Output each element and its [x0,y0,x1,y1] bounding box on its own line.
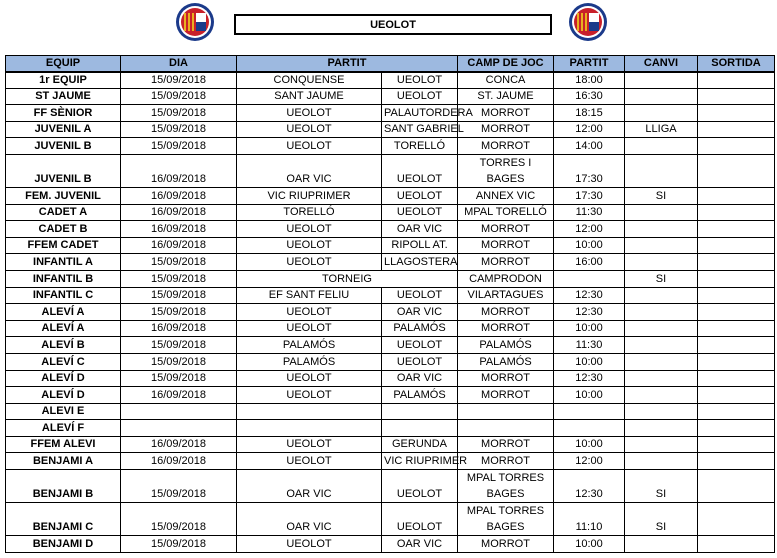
home-team-cell: OAR VIC [237,154,382,187]
exit-cell [698,470,775,503]
time-cell: 11:10 [554,503,625,536]
home-team-cell: UEOLOT [237,138,382,155]
home-team-cell: VIC RIUPRIMER [237,187,382,204]
table-row [6,204,775,221]
exit-cell [698,237,775,254]
field-cell: MORROT [458,304,554,321]
change-cell [625,138,698,155]
header-row [6,56,775,72]
change-cell [625,72,698,89]
home-team-cell: UEOLOT [237,536,382,553]
time-cell: 12:00 [554,221,625,238]
header-time: PARTIT [554,56,625,72]
date-cell: 15/09/2018 [121,121,237,138]
exit-cell [698,154,775,187]
field-cell: MORROT [458,105,554,122]
team-cell: FF SÈNIOR [6,105,121,122]
date-cell: 15/09/2018 [121,88,237,105]
time-cell [554,420,625,437]
away-team-cell: VIC RIUPRIMER [382,453,458,470]
time-cell: 12:30 [554,470,625,503]
away-team-cell [382,420,458,437]
table-row [6,270,775,287]
time-cell: 16:00 [554,254,625,271]
exit-cell [698,254,775,271]
date-cell: 15/09/2018 [121,304,237,321]
away-team-cell: LLAGOSTERA [382,254,458,271]
date-cell: 15/09/2018 [121,536,237,553]
home-team-cell: UEOLOT [237,221,382,238]
page-title: UEOLOT [234,14,552,35]
time-cell: 17:30 [554,154,625,187]
field-cell: VILARTAGUES [458,287,554,304]
change-cell: LLIGA [625,121,698,138]
team-cell: BENJAMI A [6,453,121,470]
exit-cell [698,536,775,553]
time-cell: 10:00 [554,353,625,370]
exit-cell [698,503,775,536]
team-cell: ALEVÍ A [6,304,121,321]
home-team-cell [237,403,382,420]
time-cell: 12:00 [554,453,625,470]
date-cell: 15/09/2018 [121,287,237,304]
change-cell [625,304,698,321]
home-team-cell: PALAMÓS [237,337,382,354]
field-cell: CONCA [458,72,554,89]
time-cell [554,403,625,420]
exit-cell [698,121,775,138]
table-row [6,287,775,304]
field-cell: MORROT [458,121,554,138]
time-cell: 10:00 [554,536,625,553]
team-cell: JUVENIL B [6,138,121,155]
header-change: CANVI [625,56,698,72]
field-cell [458,420,554,437]
away-team-cell: UEOLOT [382,470,458,503]
team-cell: ALEVÍ A [6,320,121,337]
change-cell [625,154,698,187]
team-cell: ALEVÍ C [6,353,121,370]
change-cell [625,88,698,105]
away-team-cell: OAR VIC [382,304,458,321]
time-cell: 18:00 [554,72,625,89]
date-cell: 15/09/2018 [121,370,237,387]
change-cell [625,320,698,337]
change-cell [625,353,698,370]
exit-cell [698,353,775,370]
field-cell: MORROT [458,370,554,387]
field-cell: PALAMÓS [458,337,554,354]
exit-cell [698,320,775,337]
field-cell: MPAL TORRES BAGES [458,503,554,536]
home-team-cell: UEOLOT [237,121,382,138]
away-team-cell: TORELLÓ [382,138,458,155]
team-cell: CADET A [6,204,121,221]
home-team-cell: UEOLOT [237,254,382,271]
exit-cell [698,204,775,221]
table-row [6,470,775,503]
team-cell: FFEM ALEVI [6,436,121,453]
table-row [6,453,775,470]
home-team-cell: CONQUENSE [237,72,382,89]
exit-cell [698,72,775,89]
home-team-cell: OAR VIC [237,503,382,536]
table-row [6,353,775,370]
change-cell [625,105,698,122]
exit-cell [698,105,775,122]
home-team-cell: EF SANT FELIU [237,287,382,304]
change-cell [625,536,698,553]
exit-cell [698,221,775,238]
table-row [6,436,775,453]
change-cell [625,403,698,420]
home-team-cell [237,420,382,437]
team-cell: BENJAMI D [6,536,121,553]
team-cell: ALEVÍ F [6,420,121,437]
field-cell: MPAL TORELLÓ [458,204,554,221]
club-logo-left [172,2,218,42]
home-team-cell: UEOLOT [237,453,382,470]
field-cell: MORROT [458,254,554,271]
date-cell: 15/09/2018 [121,353,237,370]
time-cell: 10:00 [554,387,625,404]
team-cell: CADET B [6,221,121,238]
field-cell: CAMPRODON [458,270,554,287]
away-team-cell [382,403,458,420]
field-cell: MORROT [458,221,554,238]
date-cell: 15/09/2018 [121,254,237,271]
date-cell: 16/09/2018 [121,387,237,404]
date-cell: 15/09/2018 [121,470,237,503]
change-cell [625,254,698,271]
team-cell: BENJAMI C [6,503,121,536]
team-cell: INFANTIL C [6,287,121,304]
away-team-cell: UEOLOT [382,337,458,354]
exit-cell [698,270,775,287]
team-cell: ALEVÍ D [6,370,121,387]
table-row [6,403,775,420]
exit-cell [698,436,775,453]
home-team-cell: UEOLOT [237,436,382,453]
exit-cell [698,420,775,437]
exit-cell [698,337,775,354]
team-cell: ALEVÍ D [6,387,121,404]
header-field: CAMP DE JOC [458,56,554,72]
date-cell [121,420,237,437]
exit-cell [698,370,775,387]
date-cell: 16/09/2018 [121,204,237,221]
date-cell [121,403,237,420]
table-row [6,536,775,553]
date-cell: 16/09/2018 [121,436,237,453]
team-cell: JUVENIL A [6,121,121,138]
table-row [6,187,775,204]
exit-cell [698,287,775,304]
change-cell [625,453,698,470]
team-cell: INFANTIL B [6,270,121,287]
exit-cell [698,453,775,470]
home-team-cell: UEOLOT [237,237,382,254]
change-cell [625,237,698,254]
home-team-cell: UEOLOT [237,370,382,387]
team-cell: FFEM CADET [6,237,121,254]
field-cell: TORRES I BAGES [458,154,554,187]
exit-cell [698,187,775,204]
date-cell: 16/09/2018 [121,320,237,337]
date-cell: 15/09/2018 [121,138,237,155]
away-team-cell: UEOLOT [382,72,458,89]
table-row [6,320,775,337]
away-team-cell: OAR VIC [382,370,458,387]
field-cell: ANNEX VIC [458,187,554,204]
time-cell: 14:00 [554,138,625,155]
date-cell: 15/09/2018 [121,270,237,287]
change-cell [625,370,698,387]
away-team-cell: OAR VIC [382,536,458,553]
schedule-table [5,55,775,553]
away-team-cell: UEOLOT [382,204,458,221]
table-row [6,237,775,254]
field-cell: ST. JAUME [458,88,554,105]
change-cell [625,337,698,354]
exit-cell [698,387,775,404]
time-cell: 11:30 [554,204,625,221]
time-cell: 12:30 [554,370,625,387]
home-team-cell: UEOLOT [237,387,382,404]
table-row [6,72,775,89]
team-cell: INFANTIL A [6,254,121,271]
away-team-cell: PALAMÓS [382,387,458,404]
table-row [6,254,775,271]
club-logo-right [565,2,611,42]
date-cell: 16/09/2018 [121,453,237,470]
table-row [6,503,775,536]
change-cell: SI [625,187,698,204]
away-team-cell: UEOLOT [382,503,458,536]
home-team-cell: OAR VIC [237,470,382,503]
field-cell [458,403,554,420]
header-date: DIA [121,56,237,72]
away-team-cell: RIPOLL AT. [382,237,458,254]
change-cell: SI [625,270,698,287]
date-cell: 16/09/2018 [121,237,237,254]
team-cell: JUVENIL B [6,154,121,187]
table-row [6,420,775,437]
team-cell: ALEVÍ B [6,337,121,354]
time-cell: 16:30 [554,88,625,105]
change-cell: SI [625,470,698,503]
team-cell: ALEVI E [6,403,121,420]
time-cell: 11:30 [554,337,625,354]
field-cell: PALAMÓS [458,353,554,370]
table-row [6,154,775,187]
field-cell: MORROT [458,536,554,553]
time-cell: 12:00 [554,121,625,138]
team-cell: BENJAMI B [6,470,121,503]
table-row [6,304,775,321]
date-cell: 15/09/2018 [121,72,237,89]
field-cell: MORROT [458,387,554,404]
away-team-cell: OAR VIC [382,221,458,238]
team-cell: ST JAUME [6,88,121,105]
away-team-cell: UEOLOT [382,187,458,204]
table-row [6,138,775,155]
exit-cell [698,138,775,155]
time-cell: 12:30 [554,287,625,304]
header-exit: SORTIDA [698,56,775,72]
away-team-cell: UEOLOT [382,287,458,304]
away-team-cell: PALAMÓS [382,320,458,337]
time-cell: 18:15 [554,105,625,122]
exit-cell [698,403,775,420]
home-team-cell: PALAMÓS [237,353,382,370]
time-cell [554,270,625,287]
team-cell: FEM. JUVENIL [6,187,121,204]
date-cell: 16/09/2018 [121,187,237,204]
change-cell [625,387,698,404]
away-team-cell: UEOLOT [382,154,458,187]
header-match: PARTIT [237,56,458,72]
team-cell: 1r EQUIP [6,72,121,89]
home-team-cell: TORNEIG [237,270,458,287]
time-cell: 10:00 [554,320,625,337]
field-cell: MORROT [458,138,554,155]
header-team: EQUIP [6,56,121,72]
exit-cell [698,304,775,321]
home-team-cell: TORELLÓ [237,204,382,221]
date-cell: 16/09/2018 [121,221,237,238]
away-team-cell: UEOLOT [382,353,458,370]
away-team-cell: PALAUTORDERA [382,105,458,122]
field-cell: MORROT [458,436,554,453]
time-cell: 12:30 [554,304,625,321]
home-team-cell: UEOLOT [237,304,382,321]
table-row [6,221,775,238]
change-cell [625,436,698,453]
field-cell: MORROT [458,320,554,337]
home-team-cell: UEOLOT [237,320,382,337]
date-cell: 16/09/2018 [121,154,237,187]
table-row [6,370,775,387]
change-cell: SI [625,503,698,536]
table-row [6,88,775,105]
field-cell: MPAL TORRES BAGES [458,470,554,503]
field-cell: MORROT [458,237,554,254]
table-row [6,105,775,122]
change-cell [625,420,698,437]
time-cell: 17:30 [554,187,625,204]
table-row [6,337,775,354]
change-cell [625,287,698,304]
away-team-cell: UEOLOT [382,88,458,105]
table-row [6,121,775,138]
date-cell: 15/09/2018 [121,503,237,536]
away-team-cell: GERUNDA [382,436,458,453]
time-cell: 10:00 [554,436,625,453]
field-cell: MORROT [458,453,554,470]
date-cell: 15/09/2018 [121,105,237,122]
date-cell: 15/09/2018 [121,337,237,354]
time-cell: 10:00 [554,237,625,254]
change-cell [625,204,698,221]
home-team-cell: SANT JAUME [237,88,382,105]
home-team-cell: UEOLOT [237,105,382,122]
exit-cell [698,88,775,105]
away-team-cell: SANT GABRIEL [382,121,458,138]
table-row [6,387,775,404]
change-cell [625,221,698,238]
